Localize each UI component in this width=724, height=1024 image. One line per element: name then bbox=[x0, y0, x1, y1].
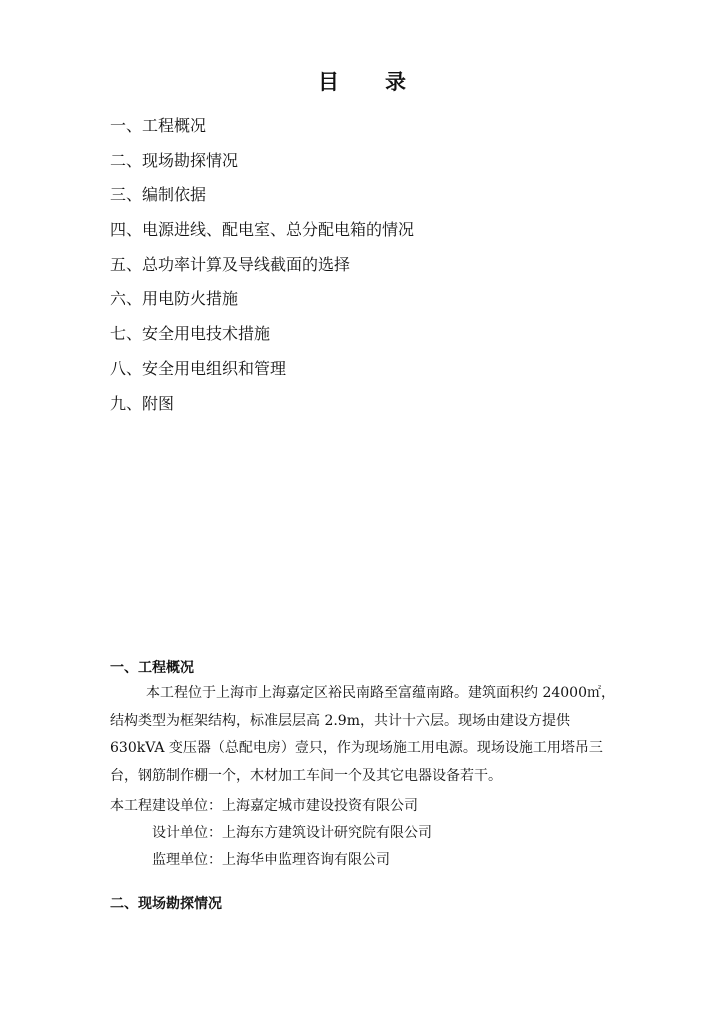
section-1-heading: 一、工程概况 bbox=[110, 660, 194, 676]
section-1-paragraph bbox=[110, 680, 620, 790]
toc-title bbox=[0, 66, 724, 96]
toc-item: 二、现场勘探情况 bbox=[110, 150, 239, 170]
toc-item: 八、安全用电组织和管理 bbox=[110, 358, 287, 378]
paragraph-line: 结构类型为框架结构，标准层层高 2.9m，共计十六层。现场由建设方提供 bbox=[110, 712, 570, 729]
toc-item: 五、总功率计算及导线截面的选择 bbox=[110, 254, 351, 274]
toc-item: 一、工程概况 bbox=[110, 116, 207, 135]
toc-item: 三、编制依据 bbox=[110, 185, 207, 205]
toc-title-right: 录 bbox=[385, 69, 406, 94]
toc-item: 六、用电防火措施 bbox=[110, 289, 239, 309]
toc-title-left: 目 bbox=[318, 69, 339, 94]
paragraph-line: 630kVA 变压器（总配电房）壹只，作为现场施工用电源。现场设施工用塔吊三 bbox=[110, 740, 603, 756]
toc-item: 四、电源进线、配电室、总分配电箱的情况 bbox=[110, 220, 415, 240]
owner-unit-line: 本工程建设单位：上海嘉定城市建设投资有限公司 bbox=[110, 798, 418, 814]
toc-item: 九、附图 bbox=[110, 393, 175, 413]
paragraph-line: 台，钢筋制作棚一个，木材加工车间一个及其它电器设备若干。 bbox=[110, 767, 502, 784]
design-unit-line: 设计单位：上海东方建筑设计研究院有限公司 bbox=[152, 825, 432, 841]
toc-item: 七、安全用电技术措施 bbox=[110, 324, 271, 344]
toc-list bbox=[110, 113, 630, 425]
supervision-unit-line: 监理单位：上海华申监理咨询有限公司 bbox=[152, 852, 390, 868]
section-2-heading: 二、现场勘探情况 bbox=[110, 896, 222, 912]
paragraph-line: 本工程位于上海市上海嘉定区裕民南路至富蕴南路。建筑面积约 24000㎡， bbox=[146, 685, 615, 701]
